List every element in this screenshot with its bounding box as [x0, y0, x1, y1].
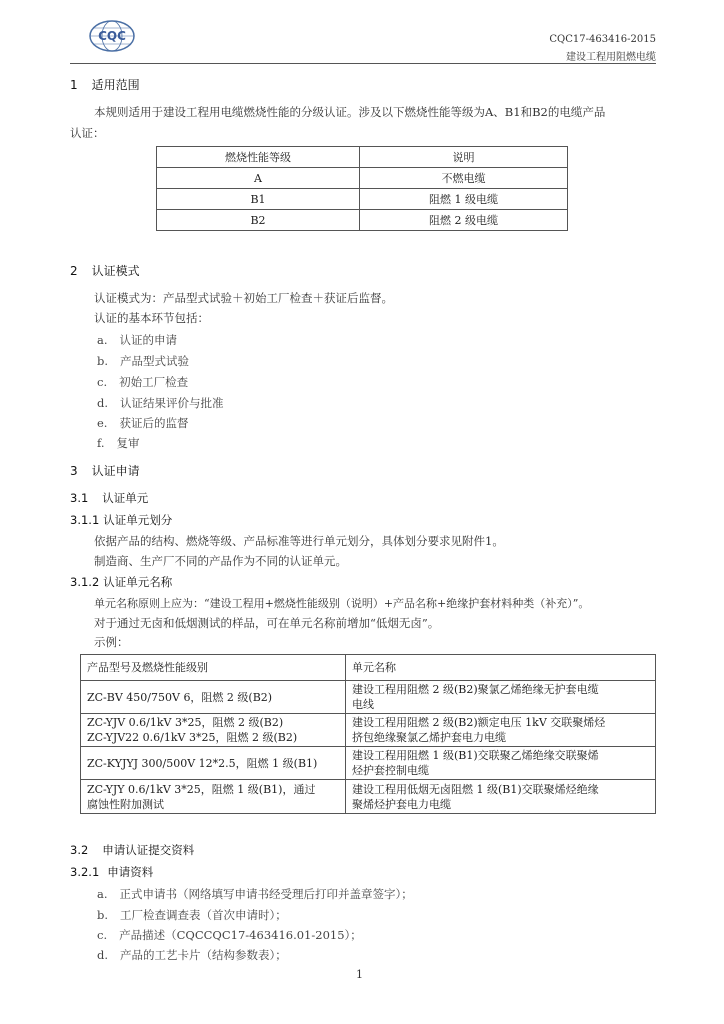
section-number: 3: [70, 464, 78, 478]
list-item: a. 正式申请书（网络填写申请书经受理后打印并盖章签字）；: [97, 887, 413, 901]
list-item: b. 工厂检查调查表（首次申请时）；: [97, 908, 287, 922]
table-cell: B1: [157, 189, 360, 210]
subsection-3-1-2-heading: 3.1.2 认证单元名称: [70, 575, 173, 589]
scope-paragraph: 本规则适用于建设工程用电缆燃烧性能的分级认证。涉及以下燃烧性能等级为A、B1和B2的电缆产品: [94, 105, 606, 119]
list-item: f. 复审: [97, 436, 140, 450]
list-item: c. 产品描述（CQCCQC17-463416.01-2015）；: [97, 928, 362, 942]
table-header-row: [157, 147, 568, 168]
mode-paragraph: 认证模式为：产品型式试验＋初始工厂检查＋获证后监督。: [94, 291, 393, 305]
table-row: [157, 210, 568, 231]
table-row: [81, 780, 656, 814]
table-cell: 不燃电缆: [360, 168, 568, 189]
scope-paragraph-cont: 认证：: [70, 126, 105, 140]
list-item: b. 产品型式试验: [97, 354, 190, 368]
unit-name-paragraph: 对于通过无卤和低烟测试的样品，可在单元名称前增加“低烟无卤”。: [94, 616, 440, 630]
section-title: 适用范围: [91, 78, 140, 92]
subsection-3-1-heading: 3.1 认证单元: [70, 491, 149, 505]
subsection-3-2-heading: 3.2 申请认证提交资料: [70, 843, 195, 857]
table-row: [157, 168, 568, 189]
table-header-row: [81, 655, 656, 681]
unit-division-paragraph: 依据产品的结构、燃烧等级、产品标准等进行单元划分，具体划分要求见附件1。: [94, 534, 504, 548]
table-cell: ZC-BV 450/750V 6，阻燃 2 级(B2): [81, 681, 346, 714]
page-number: 1: [356, 968, 363, 981]
section-3-heading: [70, 462, 140, 479]
header-divider: [70, 63, 656, 64]
table-row: [81, 714, 656, 747]
table-row: [81, 681, 656, 714]
table-header-cell: 燃烧性能等级: [157, 147, 360, 168]
section-title: 认证模式: [91, 264, 140, 278]
table-cell: A: [157, 168, 360, 189]
svg-text:CQC: CQC: [98, 29, 126, 43]
header-doc-title: 建设工程用阻燃电缆: [566, 52, 656, 63]
table-cell: ZC-YJY 0.6/1kV 3*25，阻燃 1 级(B1)，通过 腐蚀性附加测试: [81, 780, 346, 814]
table-cell: B2: [157, 210, 360, 231]
cqc-logo: [88, 18, 136, 54]
table-header-cell: 单元名称: [346, 655, 656, 681]
table-cell: 建设工程用阻燃 2 级(B2)额定电压 1kV 交联聚烯烃 挤包绝缘聚氯乙烯护套电力电缆: [346, 714, 656, 747]
mode-paragraph: 认证的基本环节包括：: [94, 311, 209, 325]
table-cell: ZC-KYJYJ 300/500V 12*2.5，阻燃 1 级(B1): [81, 747, 346, 780]
table-row: [157, 189, 568, 210]
list-item: a. 认证的申请: [97, 333, 178, 347]
table-header-cell: 说明: [360, 147, 568, 168]
unit-name-paragraph: 单元名称原则上应为：“建设工程用+燃烧性能级别（说明）+产品名称+绝缘护套材料种类（补充）”。: [94, 597, 590, 610]
table-cell: 建设工程用阻燃 2 级(B2)聚氯乙烯绝缘无护套电缆 电线: [346, 681, 656, 714]
header-doc-number: CQC17-463416-2015: [549, 34, 656, 45]
section-1-heading: [70, 76, 140, 93]
section-2-heading: [70, 262, 140, 279]
table-row: [81, 747, 656, 780]
table-cell: 阻燃 1 级电缆: [360, 189, 568, 210]
list-item: e. 获证后的监督: [97, 416, 189, 430]
table-cell: 建设工程用阻燃 1 级(B1)交联聚乙烯绝缘交联聚烯 烃护套控制电缆: [346, 747, 656, 780]
fire-grade-table: [156, 146, 568, 231]
table-header-cell: 产品型号及燃烧性能级别: [81, 655, 346, 681]
subsection-3-1-1-heading: 3.1.1 认证单元划分: [70, 513, 173, 527]
table-cell: 建设工程用低烟无卤阻燃 1 级(B1)交联聚烯烃绝缘 聚烯烃护套电力电缆: [346, 780, 656, 814]
section-number: 2: [70, 264, 78, 278]
table-cell: ZC-YJV 0.6/1kV 3*25，阻燃 2 级(B2) ZC-YJV22 0.6/1kV 3*25，阻燃 2 级(B2): [81, 714, 346, 747]
unit-name-example-table: [80, 654, 656, 814]
list-item: d. 认证结果评价与批准: [97, 396, 224, 410]
example-label: 示例：: [94, 635, 129, 649]
section-title: 认证申请: [91, 464, 140, 478]
list-item: c. 初始工厂检查: [97, 375, 189, 389]
list-item: d. 产品的工艺卡片（结构参数表）；: [97, 948, 287, 962]
section-number: 1: [70, 78, 78, 92]
unit-division-paragraph: 制造商、生产厂不同的产品作为不同的认证单元。: [94, 554, 347, 568]
subsection-3-2-1-heading: 3.2.1 申请资料: [70, 865, 154, 879]
table-cell: 阻燃 2 级电缆: [360, 210, 568, 231]
